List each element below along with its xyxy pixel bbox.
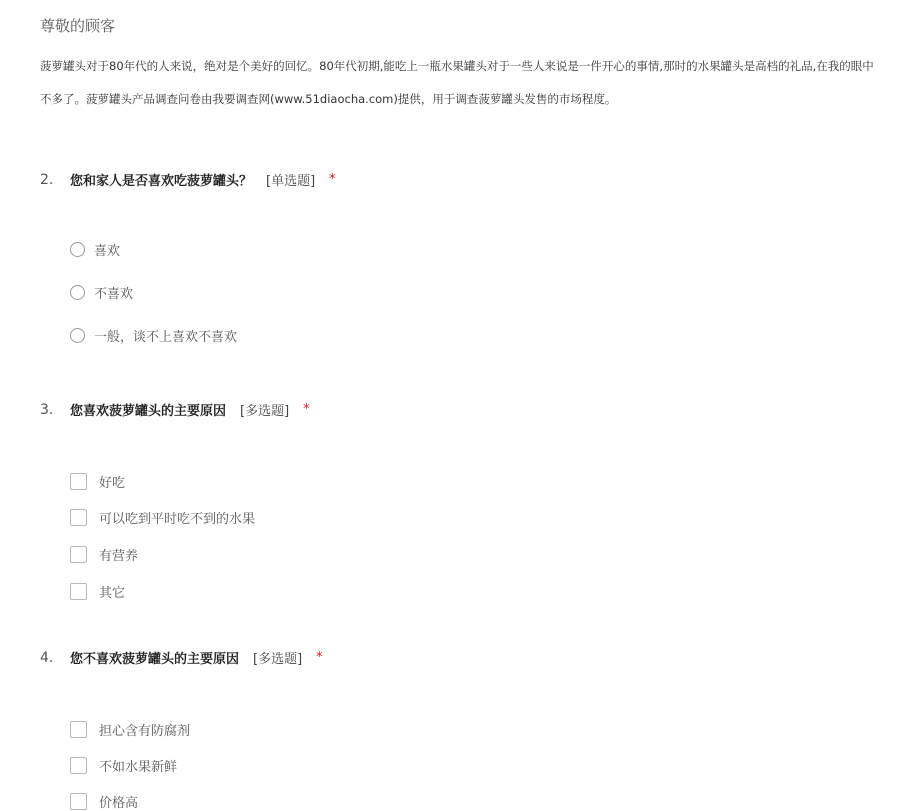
checkbox-option-other[interactable] [70,582,125,601]
question-type-badge: [多选题] [253,652,303,667]
checkbox[interactable] [70,757,87,774]
checkbox-option-expensive[interactable] [70,792,138,811]
checkbox[interactable] [70,546,87,563]
radio-option-dislike[interactable] [70,283,133,302]
option-label: 一般，谈不上喜欢不喜欢 [94,330,238,345]
required-marker: * [316,650,323,665]
option-label: 好吃 [99,476,126,491]
radio-button[interactable] [70,328,85,343]
checkbox[interactable] [70,721,87,738]
question-type-badge: [单选题] [266,174,316,189]
radio-button[interactable] [70,242,85,257]
checkbox-option-nutritious[interactable] [70,545,138,564]
question-title: 您喜欢菠萝罐头的主要原因 [70,404,227,419]
radio-button[interactable] [70,285,85,300]
question-title: 您不喜欢菠萝罐头的主要原因 [70,652,240,667]
question-3-header [40,400,310,419]
greeting-heading: 尊敬的顾客 [40,17,116,35]
question-2-header [40,170,336,189]
option-label: 不喜欢 [94,287,134,302]
option-label: 不如水果新鲜 [99,760,178,775]
checkbox[interactable] [70,583,87,600]
intro-text-line-2: 不多了。菠萝罐头产品调查问卷由我要调查网(www.51diaocha.com)提供，用于调查菠萝罐头发售的市场程度。 [40,92,617,106]
option-label: 其它 [99,586,126,601]
question-number: 4. [40,649,54,666]
checkbox-option-rare-fruit[interactable] [70,508,255,527]
option-label: 喜欢 [94,244,121,259]
question-type-badge: [多选题] [240,404,290,419]
option-label: 担心含有防腐剂 [99,724,191,739]
checkbox[interactable] [70,793,87,810]
radio-option-neutral[interactable] [70,326,237,345]
question-title: 您和家人是否喜欢吃菠萝罐头？ [70,174,253,189]
checkbox[interactable] [70,509,87,526]
question-4-header [40,648,323,667]
question-number: 3. [40,401,54,418]
checkbox-option-tasty[interactable] [70,472,125,491]
required-marker: * [303,402,310,417]
checkbox-option-not-fresh[interactable] [70,756,177,775]
required-marker: * [329,172,336,187]
radio-option-like[interactable] [70,240,120,259]
option-label: 价格高 [99,796,139,811]
checkbox-option-preservatives[interactable] [70,720,190,739]
option-label: 可以吃到平时吃不到的水果 [99,512,256,527]
question-number: 2. [40,171,54,188]
checkbox[interactable] [70,473,87,490]
intro-text-line-1: 菠萝罐头对于80年代的人来说，绝对是个美好的回忆。80年代初期,能吃上一瓶水果罐头对于一些人来说是一件开心的事情,那时的水果罐头是高档的礼品,在我的眼中 [40,59,874,73]
option-label: 有营养 [99,549,139,564]
